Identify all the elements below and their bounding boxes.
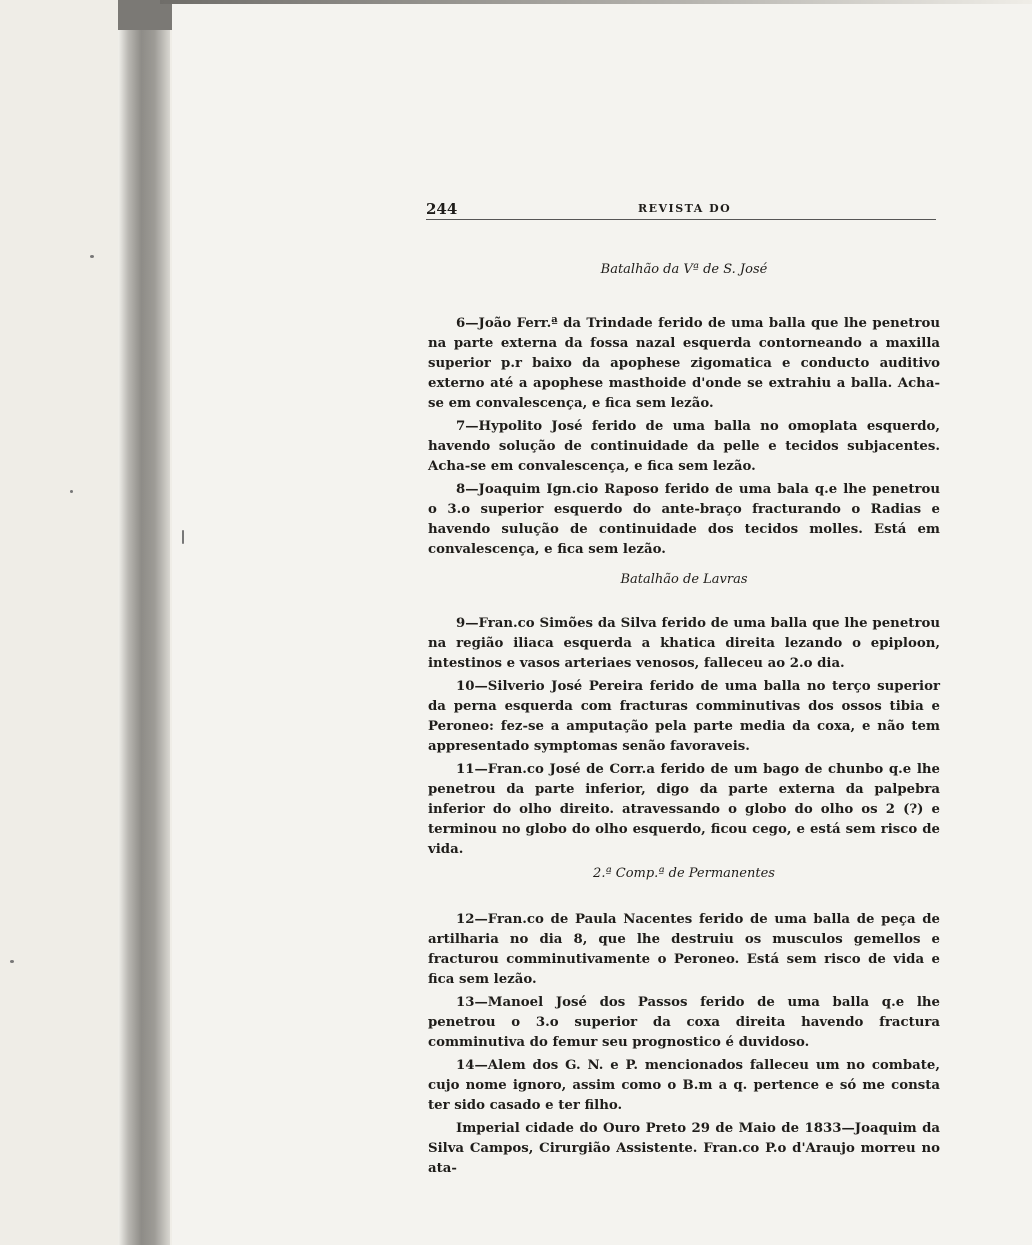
page-gutter-shadow: [118, 0, 170, 1245]
running-title: REVISTA DO: [638, 202, 732, 215]
scan-speck: [182, 530, 184, 544]
entry-paragraph: 10—Silverio José Pereira ferido de uma balla no terço superior da perna esquerda com fracturas comminutivas dos ossos tibia e Peroneo: fez-se a amputação pela parte media da coxa, e não tem appresentado symptomas senão favoraveis.: [428, 679, 940, 754]
section-body: [428, 910, 940, 1179]
scan-top-edge: [160, 0, 1032, 4]
scan-speck: [70, 490, 73, 493]
entry-paragraph: 8—Joaquim Ign.cio Raposo ferido de uma bala q.e lhe penetrou o 3.o superior esquerdo do ante-braço fracturando o Radias e havendo sulução de continuidade dos tecidos molles. Está em convalescença, e fica sem lezão.: [428, 482, 940, 557]
section-heading: Batalhão de Lavras: [620, 572, 748, 587]
section-body: [428, 314, 940, 560]
section-heading: 2.ª Comp.ª de Permanentes: [593, 866, 775, 881]
entry-paragraph: Imperial cidade do Ouro Preto 29 de Maio de 1833—Joaquim da Silva Campos, Cirurgião Assistente. Fran.co P.o d'Araujo morreu no ata-: [428, 1121, 940, 1176]
entry-paragraph: 11—Fran.co José de Corr.a ferido de um bago de chunbo q.e lhe penetrou da parte inferior, digo da parte externa da palpebra inferior do olho direito. atravessando o globo do olho os 2 (?) e terminou no globo do olho esquerdo, ficou cego, e está sem risco de vida.: [428, 762, 940, 857]
page-header: [426, 196, 936, 218]
entry-paragraph: 12—Fran.co de Paula Nacentes ferido de uma balla de peça de artilharia no dia 8, que lhe destruiu os musculos gemellos e fracturou comminutivamente o Peroneo. Está sem risco de vida e fica sem lezão.: [428, 912, 940, 987]
scan-corner-shadow: [118, 0, 178, 30]
scan-speck: [10, 960, 14, 963]
header-rule: [426, 219, 936, 220]
entry-paragraph: 6—João Ferr.ª da Trindade ferido de uma balla que lhe penetrou na parte externa da fossa nazal esquerda contorneando a maxilla superior p.r baixo da apophese zigomatica e conducto auditivo externo até a apophese masthoide d'onde se extrahiu a balla. Acha-se em convalescença, e fica sem lezão.: [428, 316, 940, 411]
section-body: [428, 614, 940, 860]
entry-paragraph: 13—Manoel José dos Passos ferido de uma balla q.e lhe penetrou o 3.o superior da coxa direita havendo fractura comminutiva do femur seu prognostico é duvidoso.: [428, 995, 940, 1050]
entry-paragraph: 9—Fran.co Simões da Silva ferido de uma balla que lhe penetrou na região iliaca esquerda a khatica direita lezando o epiploon, intestinos e vasos arteriaes venosos, falleceu ao 2.o dia.: [428, 616, 940, 671]
scan-speck: [90, 255, 94, 258]
entry-paragraph: 7—Hypolito José ferido de uma balla no omoplata esquerdo, havendo solução de continuidade da pelle e tecidos subjacentes. Acha-se em convalescença, e fica sem lezão.: [428, 419, 940, 474]
page-number: 244: [426, 200, 458, 218]
section-heading: Batalhão da Vª de S. José: [600, 262, 768, 277]
entry-paragraph: 14—Alem dos G. N. e P. mencionados falleceu um no combate, cujo nome ignoro, assim como o B.m a q. pertence e só me consta ter sido casado e ter filho.: [428, 1058, 940, 1113]
